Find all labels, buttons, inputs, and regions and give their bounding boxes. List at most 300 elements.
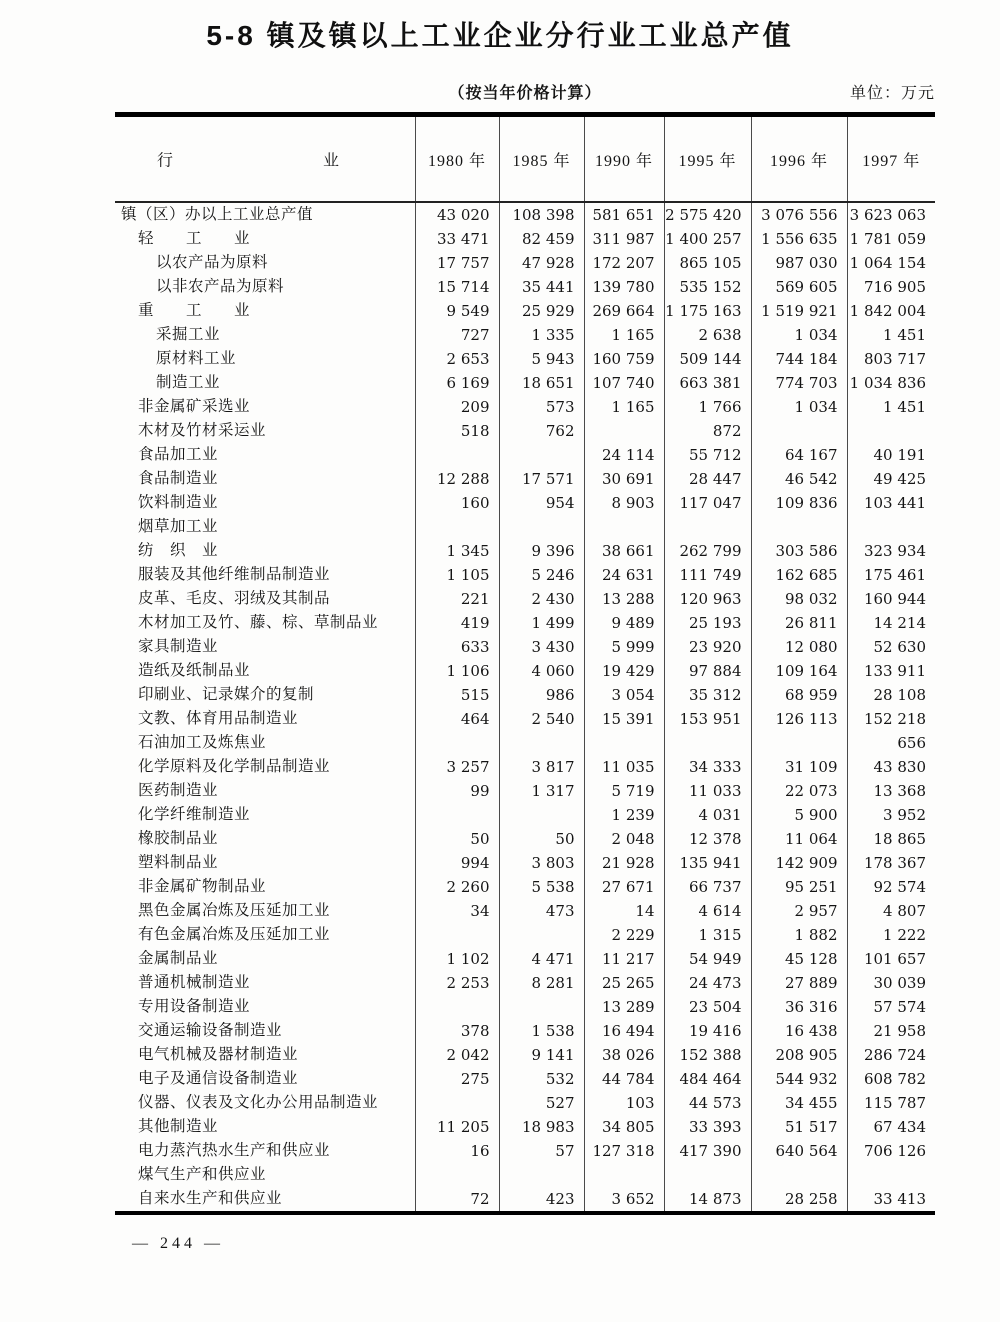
value-cell: 1 451	[847, 323, 935, 347]
value-cell: 17 757	[415, 251, 499, 275]
value-cell: 28 108	[847, 683, 935, 707]
industry-name: 金属制品业	[138, 950, 219, 967]
value-cell: 484 464	[664, 1067, 751, 1091]
value-cell: 25 193	[664, 611, 751, 635]
industry-name: 重 工 业	[138, 302, 251, 319]
table-row	[115, 971, 935, 995]
value-cell: 419	[415, 611, 499, 635]
value-cell: 26 811	[751, 611, 847, 635]
value-cell: 24 631	[584, 563, 664, 587]
value-cell: 4 807	[847, 899, 935, 923]
table-row	[115, 995, 935, 1019]
industry-name: 仪器、仪表及文化办公用品制造业	[138, 1094, 379, 1111]
table-row	[115, 251, 935, 275]
value-cell: 2 260	[415, 875, 499, 899]
value-cell: 34	[415, 899, 499, 923]
value-cell: 8 903	[584, 491, 664, 515]
value-cell: 51 517	[751, 1115, 847, 1139]
industry-name: 煤气生产和供应业	[138, 1166, 267, 1183]
industry-name: 电子及通信设备制造业	[138, 1070, 299, 1087]
value-cell: 19 416	[664, 1019, 751, 1043]
value-cell: 172 207	[584, 251, 664, 275]
value-cell: 127 318	[584, 1139, 664, 1163]
value-cell: 2 042	[415, 1043, 499, 1067]
value-cell: 2 540	[499, 707, 584, 731]
value-cell: 11 205	[415, 1115, 499, 1139]
value-cell: 120 963	[664, 587, 751, 611]
value-cell: 57	[499, 1139, 584, 1163]
value-cell: 16 438	[751, 1019, 847, 1043]
value-cell: 262 799	[664, 539, 751, 563]
value-cell: 532	[499, 1067, 584, 1091]
value-cell: 72	[415, 1187, 499, 1213]
value-cell: 18 983	[499, 1115, 584, 1139]
year-column-header: 1995 年	[664, 115, 751, 203]
value-cell: 111 749	[664, 563, 751, 587]
value-cell: 423	[499, 1187, 584, 1213]
value-cell	[847, 419, 935, 443]
value-cell: 11 033	[664, 779, 751, 803]
industry-name: 食品加工业	[138, 446, 219, 463]
value-cell: 1 882	[751, 923, 847, 947]
value-cell: 38 026	[584, 1043, 664, 1067]
industry-name: 制造工业	[156, 374, 221, 391]
value-cell: 1 034	[751, 395, 847, 419]
value-cell: 103 441	[847, 491, 935, 515]
value-cell: 160 944	[847, 587, 935, 611]
value-cell: 527	[499, 1091, 584, 1115]
table-row	[115, 347, 935, 371]
value-cell: 208 905	[751, 1043, 847, 1067]
value-cell: 954	[499, 491, 584, 515]
value-cell: 18 865	[847, 827, 935, 851]
value-cell	[664, 731, 751, 755]
value-cell: 15 714	[415, 275, 499, 299]
value-cell: 569 605	[751, 275, 847, 299]
value-cell: 640 564	[751, 1139, 847, 1163]
value-cell: 994	[415, 851, 499, 875]
value-cell: 54 949	[664, 947, 751, 971]
value-cell: 2 048	[584, 827, 664, 851]
value-cell: 1 345	[415, 539, 499, 563]
table-row	[115, 1043, 935, 1067]
value-cell: 2 957	[751, 899, 847, 923]
value-cell: 608 782	[847, 1067, 935, 1091]
value-cell: 1 538	[499, 1019, 584, 1043]
table-row	[115, 611, 935, 635]
value-cell: 152 218	[847, 707, 935, 731]
value-cell: 44 573	[664, 1091, 751, 1115]
header-row	[115, 115, 935, 203]
table-row	[115, 1139, 935, 1163]
industry-name: 电力蒸汽热水生产和供应业	[138, 1142, 331, 1159]
value-cell	[847, 515, 935, 539]
value-cell: 47 928	[499, 251, 584, 275]
value-cell: 57 574	[847, 995, 935, 1019]
year-column-header: 1997 年	[847, 115, 935, 203]
value-cell: 323 934	[847, 539, 935, 563]
value-cell: 152 388	[664, 1043, 751, 1067]
value-cell: 872	[664, 419, 751, 443]
table-row	[115, 899, 935, 923]
value-cell: 221	[415, 587, 499, 611]
year-column-header: 1980 年	[415, 115, 499, 203]
value-cell: 706 126	[847, 1139, 935, 1163]
value-cell: 744 184	[751, 347, 847, 371]
value-cell	[584, 419, 664, 443]
value-cell: 1 165	[584, 323, 664, 347]
industry-name: 非金属矿采选业	[138, 398, 251, 415]
industry-header-char-left: 行	[157, 152, 175, 170]
value-cell: 27 889	[751, 971, 847, 995]
industry-name: 化学原料及化学制品制造业	[138, 758, 331, 775]
value-cell	[415, 803, 499, 827]
value-cell: 115 787	[847, 1091, 935, 1115]
value-cell: 417 390	[664, 1139, 751, 1163]
value-cell: 2 653	[415, 347, 499, 371]
value-cell: 3 817	[499, 755, 584, 779]
value-cell: 1 034	[751, 323, 847, 347]
table-row	[115, 707, 935, 731]
value-cell: 1 102	[415, 947, 499, 971]
value-cell	[415, 923, 499, 947]
industry-name: 橡胶制品业	[138, 830, 219, 847]
table-row	[115, 202, 935, 227]
value-cell: 3 952	[847, 803, 935, 827]
value-cell: 865 105	[664, 251, 751, 275]
value-cell: 21 958	[847, 1019, 935, 1043]
value-cell: 4 060	[499, 659, 584, 683]
value-cell: 66 737	[664, 875, 751, 899]
value-cell: 21 928	[584, 851, 664, 875]
value-cell: 49 425	[847, 467, 935, 491]
value-cell: 30 691	[584, 467, 664, 491]
value-cell: 30 039	[847, 971, 935, 995]
page-title: 5-8 镇及镇以上工业企业分行业工业总产值	[206, 20, 794, 51]
value-cell: 3 803	[499, 851, 584, 875]
table-row	[115, 659, 935, 683]
table-row	[115, 323, 935, 347]
table-row	[115, 491, 935, 515]
industry-name: 专用设备制造业	[138, 998, 251, 1015]
table-row	[115, 443, 935, 467]
value-cell: 175 461	[847, 563, 935, 587]
value-cell: 16 494	[584, 1019, 664, 1043]
value-cell: 14 214	[847, 611, 935, 635]
industry-name: 家具制造业	[138, 638, 219, 655]
value-cell: 28 447	[664, 467, 751, 491]
value-cell: 46 542	[751, 467, 847, 491]
value-cell	[415, 1091, 499, 1115]
value-cell: 1 165	[584, 395, 664, 419]
value-cell: 1 064 154	[847, 251, 935, 275]
value-cell: 987 030	[751, 251, 847, 275]
industry-name: 有色金属冶炼及压延加工业	[138, 926, 331, 943]
value-cell: 35 441	[499, 275, 584, 299]
value-cell: 55 712	[664, 443, 751, 467]
value-cell: 5 900	[751, 803, 847, 827]
value-cell: 1 175 163	[664, 299, 751, 323]
industry-name: 以非农产品为原料	[156, 278, 285, 295]
value-cell: 160	[415, 491, 499, 515]
industry-column-header	[115, 115, 415, 203]
value-cell: 34 805	[584, 1115, 664, 1139]
table-body	[115, 202, 935, 1213]
value-cell: 45 128	[751, 947, 847, 971]
value-cell: 107 740	[584, 371, 664, 395]
table-row	[115, 227, 935, 251]
industry-header-char-right: 业	[323, 152, 341, 170]
value-cell: 2 638	[664, 323, 751, 347]
value-cell: 1 400 257	[664, 227, 751, 251]
value-cell: 2 430	[499, 587, 584, 611]
value-cell: 36 316	[751, 995, 847, 1019]
value-cell: 44 784	[584, 1067, 664, 1091]
value-cell: 716 905	[847, 275, 935, 299]
industry-name: 医药制造业	[138, 782, 219, 799]
table-row	[115, 1163, 935, 1187]
value-cell: 31 109	[751, 755, 847, 779]
value-cell: 5 246	[499, 563, 584, 587]
value-cell: 269 664	[584, 299, 664, 323]
industry-name: 皮革、毛皮、羽绒及其制品	[138, 590, 331, 607]
value-cell: 19 429	[584, 659, 664, 683]
value-cell: 762	[499, 419, 584, 443]
value-cell: 13 288	[584, 587, 664, 611]
value-cell: 52 630	[847, 635, 935, 659]
value-cell	[751, 419, 847, 443]
page-number: — 244 —	[132, 1235, 224, 1252]
value-cell: 34 455	[751, 1091, 847, 1115]
industry-name: 服装及其他纤维制品制造业	[138, 566, 331, 583]
value-cell: 9 396	[499, 539, 584, 563]
value-cell: 8 281	[499, 971, 584, 995]
value-cell: 581 651	[584, 202, 664, 227]
value-cell	[584, 515, 664, 539]
value-cell: 1 222	[847, 923, 935, 947]
price-basis-note: （按当年价格计算）	[448, 85, 602, 102]
industry-name: 烟草加工业	[138, 518, 219, 535]
table-row	[115, 395, 935, 419]
value-cell: 1 315	[664, 923, 751, 947]
value-cell: 6 169	[415, 371, 499, 395]
value-cell	[751, 515, 847, 539]
value-cell: 1 451	[847, 395, 935, 419]
value-cell: 2 229	[584, 923, 664, 947]
industry-name: 塑料制品业	[138, 854, 219, 871]
value-cell: 275	[415, 1067, 499, 1091]
table-row	[115, 683, 935, 707]
value-cell: 286 724	[847, 1043, 935, 1067]
value-cell: 5 943	[499, 347, 584, 371]
value-cell: 518	[415, 419, 499, 443]
value-cell	[415, 1163, 499, 1187]
table-row	[115, 563, 935, 587]
industry-name: 木材加工及竹、藤、棕、草制品业	[138, 614, 379, 631]
value-cell: 544 932	[751, 1067, 847, 1091]
value-cell: 33 471	[415, 227, 499, 251]
table-row	[115, 1019, 935, 1043]
industry-name: 印刷业、记录媒介的复制	[138, 686, 315, 703]
value-cell	[499, 443, 584, 467]
value-cell: 162 685	[751, 563, 847, 587]
value-cell: 17 571	[499, 467, 584, 491]
value-cell: 803 717	[847, 347, 935, 371]
value-cell: 209	[415, 395, 499, 419]
value-cell	[415, 731, 499, 755]
value-cell: 99	[415, 779, 499, 803]
value-cell: 160 759	[584, 347, 664, 371]
value-cell: 38 661	[584, 539, 664, 563]
industry-name: 化学纤维制造业	[138, 806, 251, 823]
value-cell: 1 239	[584, 803, 664, 827]
value-cell: 12 378	[664, 827, 751, 851]
value-cell: 50	[499, 827, 584, 851]
value-cell: 663 381	[664, 371, 751, 395]
value-cell: 535 152	[664, 275, 751, 299]
value-cell: 35 312	[664, 683, 751, 707]
value-cell	[847, 1163, 935, 1187]
value-cell: 108 398	[499, 202, 584, 227]
value-cell: 23 920	[664, 635, 751, 659]
value-cell: 109 836	[751, 491, 847, 515]
year-column-header: 1985 年	[499, 115, 584, 203]
value-cell	[499, 995, 584, 1019]
value-cell: 22 073	[751, 779, 847, 803]
value-cell: 50	[415, 827, 499, 851]
table-row	[115, 371, 935, 395]
table-row	[115, 1115, 935, 1139]
value-cell: 95 251	[751, 875, 847, 899]
value-cell: 515	[415, 683, 499, 707]
value-cell: 4 031	[664, 803, 751, 827]
value-cell	[499, 803, 584, 827]
industry-name: 采掘工业	[156, 326, 221, 343]
value-cell: 1 842 004	[847, 299, 935, 323]
value-cell: 11 064	[751, 827, 847, 851]
value-cell	[499, 731, 584, 755]
value-cell: 1 335	[499, 323, 584, 347]
value-cell: 378	[415, 1019, 499, 1043]
value-cell: 153 951	[664, 707, 751, 731]
table-subhead	[115, 80, 935, 104]
value-cell: 64 167	[751, 443, 847, 467]
value-cell: 25 929	[499, 299, 584, 323]
value-cell: 1 556 635	[751, 227, 847, 251]
value-cell: 33 413	[847, 1187, 935, 1213]
value-cell: 3 257	[415, 755, 499, 779]
value-cell: 11 217	[584, 947, 664, 971]
value-cell	[499, 923, 584, 947]
table-row	[115, 755, 935, 779]
value-cell	[415, 995, 499, 1019]
value-cell: 5 719	[584, 779, 664, 803]
table-row	[115, 827, 935, 851]
value-cell: 5 538	[499, 875, 584, 899]
value-cell: 97 884	[664, 659, 751, 683]
value-cell: 178 367	[847, 851, 935, 875]
value-cell: 4 614	[664, 899, 751, 923]
value-cell: 14	[584, 899, 664, 923]
value-cell	[584, 1163, 664, 1187]
value-cell: 656	[847, 731, 935, 755]
value-cell	[584, 731, 664, 755]
value-cell: 2 575 420	[664, 202, 751, 227]
value-cell: 9 141	[499, 1043, 584, 1067]
table-row	[115, 947, 935, 971]
value-cell: 103	[584, 1091, 664, 1115]
value-cell: 24 473	[664, 971, 751, 995]
table-row	[115, 539, 935, 563]
value-cell: 9 489	[584, 611, 664, 635]
year-column-header: 1990 年	[584, 115, 664, 203]
value-cell: 1 519 921	[751, 299, 847, 323]
value-cell: 986	[499, 683, 584, 707]
value-cell: 9 549	[415, 299, 499, 323]
table-row	[115, 731, 935, 755]
table-row	[115, 299, 935, 323]
value-cell	[664, 1163, 751, 1187]
value-cell: 509 144	[664, 347, 751, 371]
value-cell: 1 766	[664, 395, 751, 419]
value-cell: 23 504	[664, 995, 751, 1019]
value-cell: 18 651	[499, 371, 584, 395]
value-cell: 774 703	[751, 371, 847, 395]
value-cell: 11 035	[584, 755, 664, 779]
value-cell	[499, 515, 584, 539]
table-row	[115, 1091, 935, 1115]
value-cell: 14 873	[664, 1187, 751, 1213]
table-row	[115, 1067, 935, 1091]
unit-label: 单位：万元	[849, 85, 935, 102]
value-cell	[751, 731, 847, 755]
value-cell: 109 164	[751, 659, 847, 683]
value-cell	[664, 515, 751, 539]
industry-name: 自来水生产和供应业	[138, 1190, 283, 1207]
value-cell	[499, 1163, 584, 1187]
value-cell: 464	[415, 707, 499, 731]
table-row	[115, 587, 935, 611]
value-cell: 3 054	[584, 683, 664, 707]
value-cell: 117 047	[664, 491, 751, 515]
value-cell: 133 911	[847, 659, 935, 683]
value-cell: 34 333	[664, 755, 751, 779]
table-row	[115, 851, 935, 875]
industry-name: 木材及竹材采运业	[138, 422, 267, 439]
table-row	[115, 419, 935, 443]
value-cell: 101 657	[847, 947, 935, 971]
industry-name: 普通机械制造业	[138, 974, 251, 991]
value-cell: 16	[415, 1139, 499, 1163]
value-cell: 3 623 063	[847, 202, 935, 227]
value-cell	[415, 515, 499, 539]
value-cell	[415, 443, 499, 467]
table-header	[115, 115, 935, 203]
industry-name: 造纸及纸制品业	[138, 662, 251, 679]
industry-name: 饮料制造业	[138, 494, 219, 511]
value-cell: 727	[415, 323, 499, 347]
industry-name: 镇（区）办以上工业总产值	[121, 206, 314, 223]
industry-output-table	[115, 112, 935, 1215]
value-cell: 3 076 556	[751, 202, 847, 227]
value-cell: 12 288	[415, 467, 499, 491]
value-cell: 1 499	[499, 611, 584, 635]
value-cell: 13 368	[847, 779, 935, 803]
value-cell: 142 909	[751, 851, 847, 875]
table-row	[115, 635, 935, 659]
value-cell	[751, 1163, 847, 1187]
value-cell: 68 959	[751, 683, 847, 707]
